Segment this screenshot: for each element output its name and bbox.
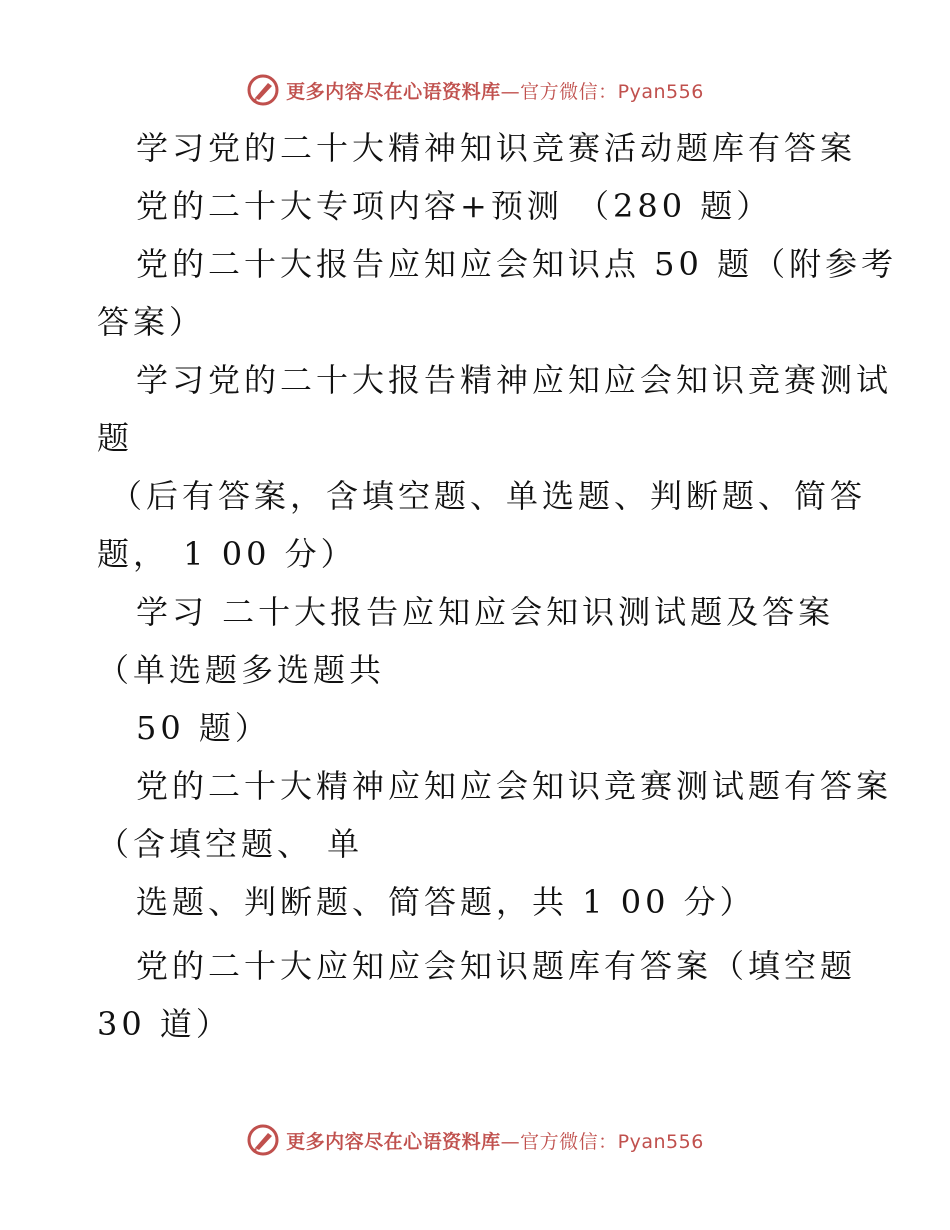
body-line: 答案） [97, 303, 206, 341]
footer-banner-text [286, 1127, 704, 1154]
body-line: 50 题） [136, 709, 271, 747]
body-line: 党的二十大精神应知应会知识竞赛测试题有答案 [136, 767, 893, 805]
body-line: 学习 二十大报告应知应会知识测试题及答案 [136, 593, 835, 631]
header-banner-main: 更多内容尽在心语资料库 [286, 80, 501, 103]
footer-banner-sub: —官方微信：Pyan556 [500, 1130, 704, 1153]
header-banner [0, 70, 950, 110]
header-banner-text [286, 77, 704, 104]
body-line: 学习党的二十大精神知识竞赛活动题库有答案 [136, 129, 857, 167]
pen-logo-icon [246, 73, 280, 107]
body-line: （单选题多选题共 [97, 651, 386, 689]
body-line: （含填空题、 单 [97, 825, 364, 863]
body-line: 党的二十大专项内容+预测 （280 题） [136, 187, 773, 225]
footer-banner-main: 更多内容尽在心语资料库 [286, 1130, 501, 1153]
body-line: （后有答案，含填空题、单选题、判断题、简答 [110, 477, 867, 515]
body-line: 题， 1 00 分） [97, 535, 357, 573]
footer-banner [0, 1120, 950, 1160]
pen-logo-icon [246, 1123, 280, 1157]
header-banner-sub: —官方微信：Pyan556 [500, 80, 704, 103]
body-line: 30 道） [97, 1005, 232, 1043]
body-line: 题 [97, 419, 134, 457]
body-line: 选题、判断题、简答题，共 1 00 分） [136, 883, 756, 921]
body-line: 学习党的二十大报告精神应知应会知识竞赛测试 [136, 361, 893, 399]
body-line: 党的二十大应知应会知识题库有答案（填空题 [136, 947, 857, 985]
body-line: 党的二十大报告应知应会知识点 50 题（附参考 [136, 245, 898, 283]
